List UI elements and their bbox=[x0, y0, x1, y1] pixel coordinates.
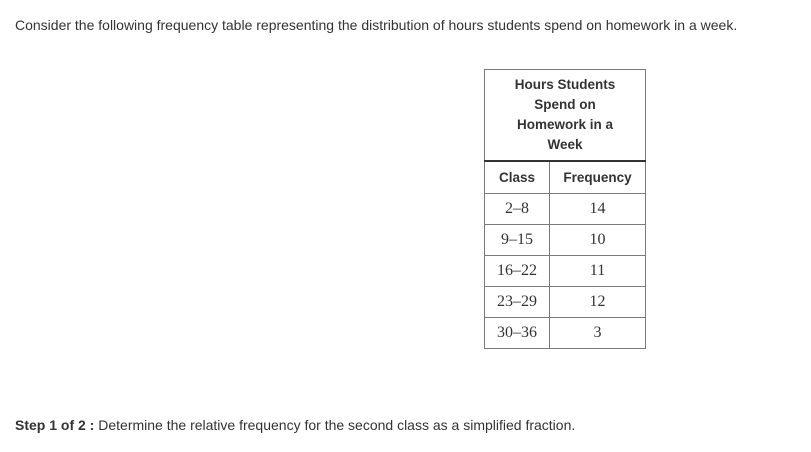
frequency-column-header: Frequency bbox=[550, 161, 646, 194]
class-cell: 30–36 bbox=[485, 318, 550, 349]
frequency-cell: 14 bbox=[550, 194, 646, 225]
step-label: Step 1 of 2 : bbox=[15, 417, 95, 433]
class-cell: 23–29 bbox=[485, 287, 550, 318]
frequency-cell: 3 bbox=[550, 318, 646, 349]
frequency-cell: 10 bbox=[550, 225, 646, 256]
frequency-cell: 12 bbox=[550, 287, 646, 318]
table-row bbox=[485, 225, 646, 256]
table-row bbox=[485, 194, 646, 225]
class-column-header: Class bbox=[485, 161, 550, 194]
table-row bbox=[485, 287, 646, 318]
step-text: Determine the relative frequency for the second class as a simplified fraction. bbox=[98, 417, 576, 433]
frequency-table-container bbox=[484, 69, 645, 349]
class-cell: 16–22 bbox=[485, 256, 550, 287]
table-row bbox=[485, 256, 646, 287]
class-cell: 2–8 bbox=[485, 194, 550, 225]
table-caption: Hours Students Spend on Homework in a Week bbox=[485, 70, 646, 162]
table-row bbox=[485, 318, 646, 349]
frequency-cell: 11 bbox=[550, 256, 646, 287]
step-instruction bbox=[15, 415, 575, 435]
frequency-table bbox=[484, 69, 646, 349]
question-intro: Consider the following frequency table representing the distribution of hours students spend on homework in a week. bbox=[15, 17, 738, 33]
class-cell: 9–15 bbox=[485, 225, 550, 256]
